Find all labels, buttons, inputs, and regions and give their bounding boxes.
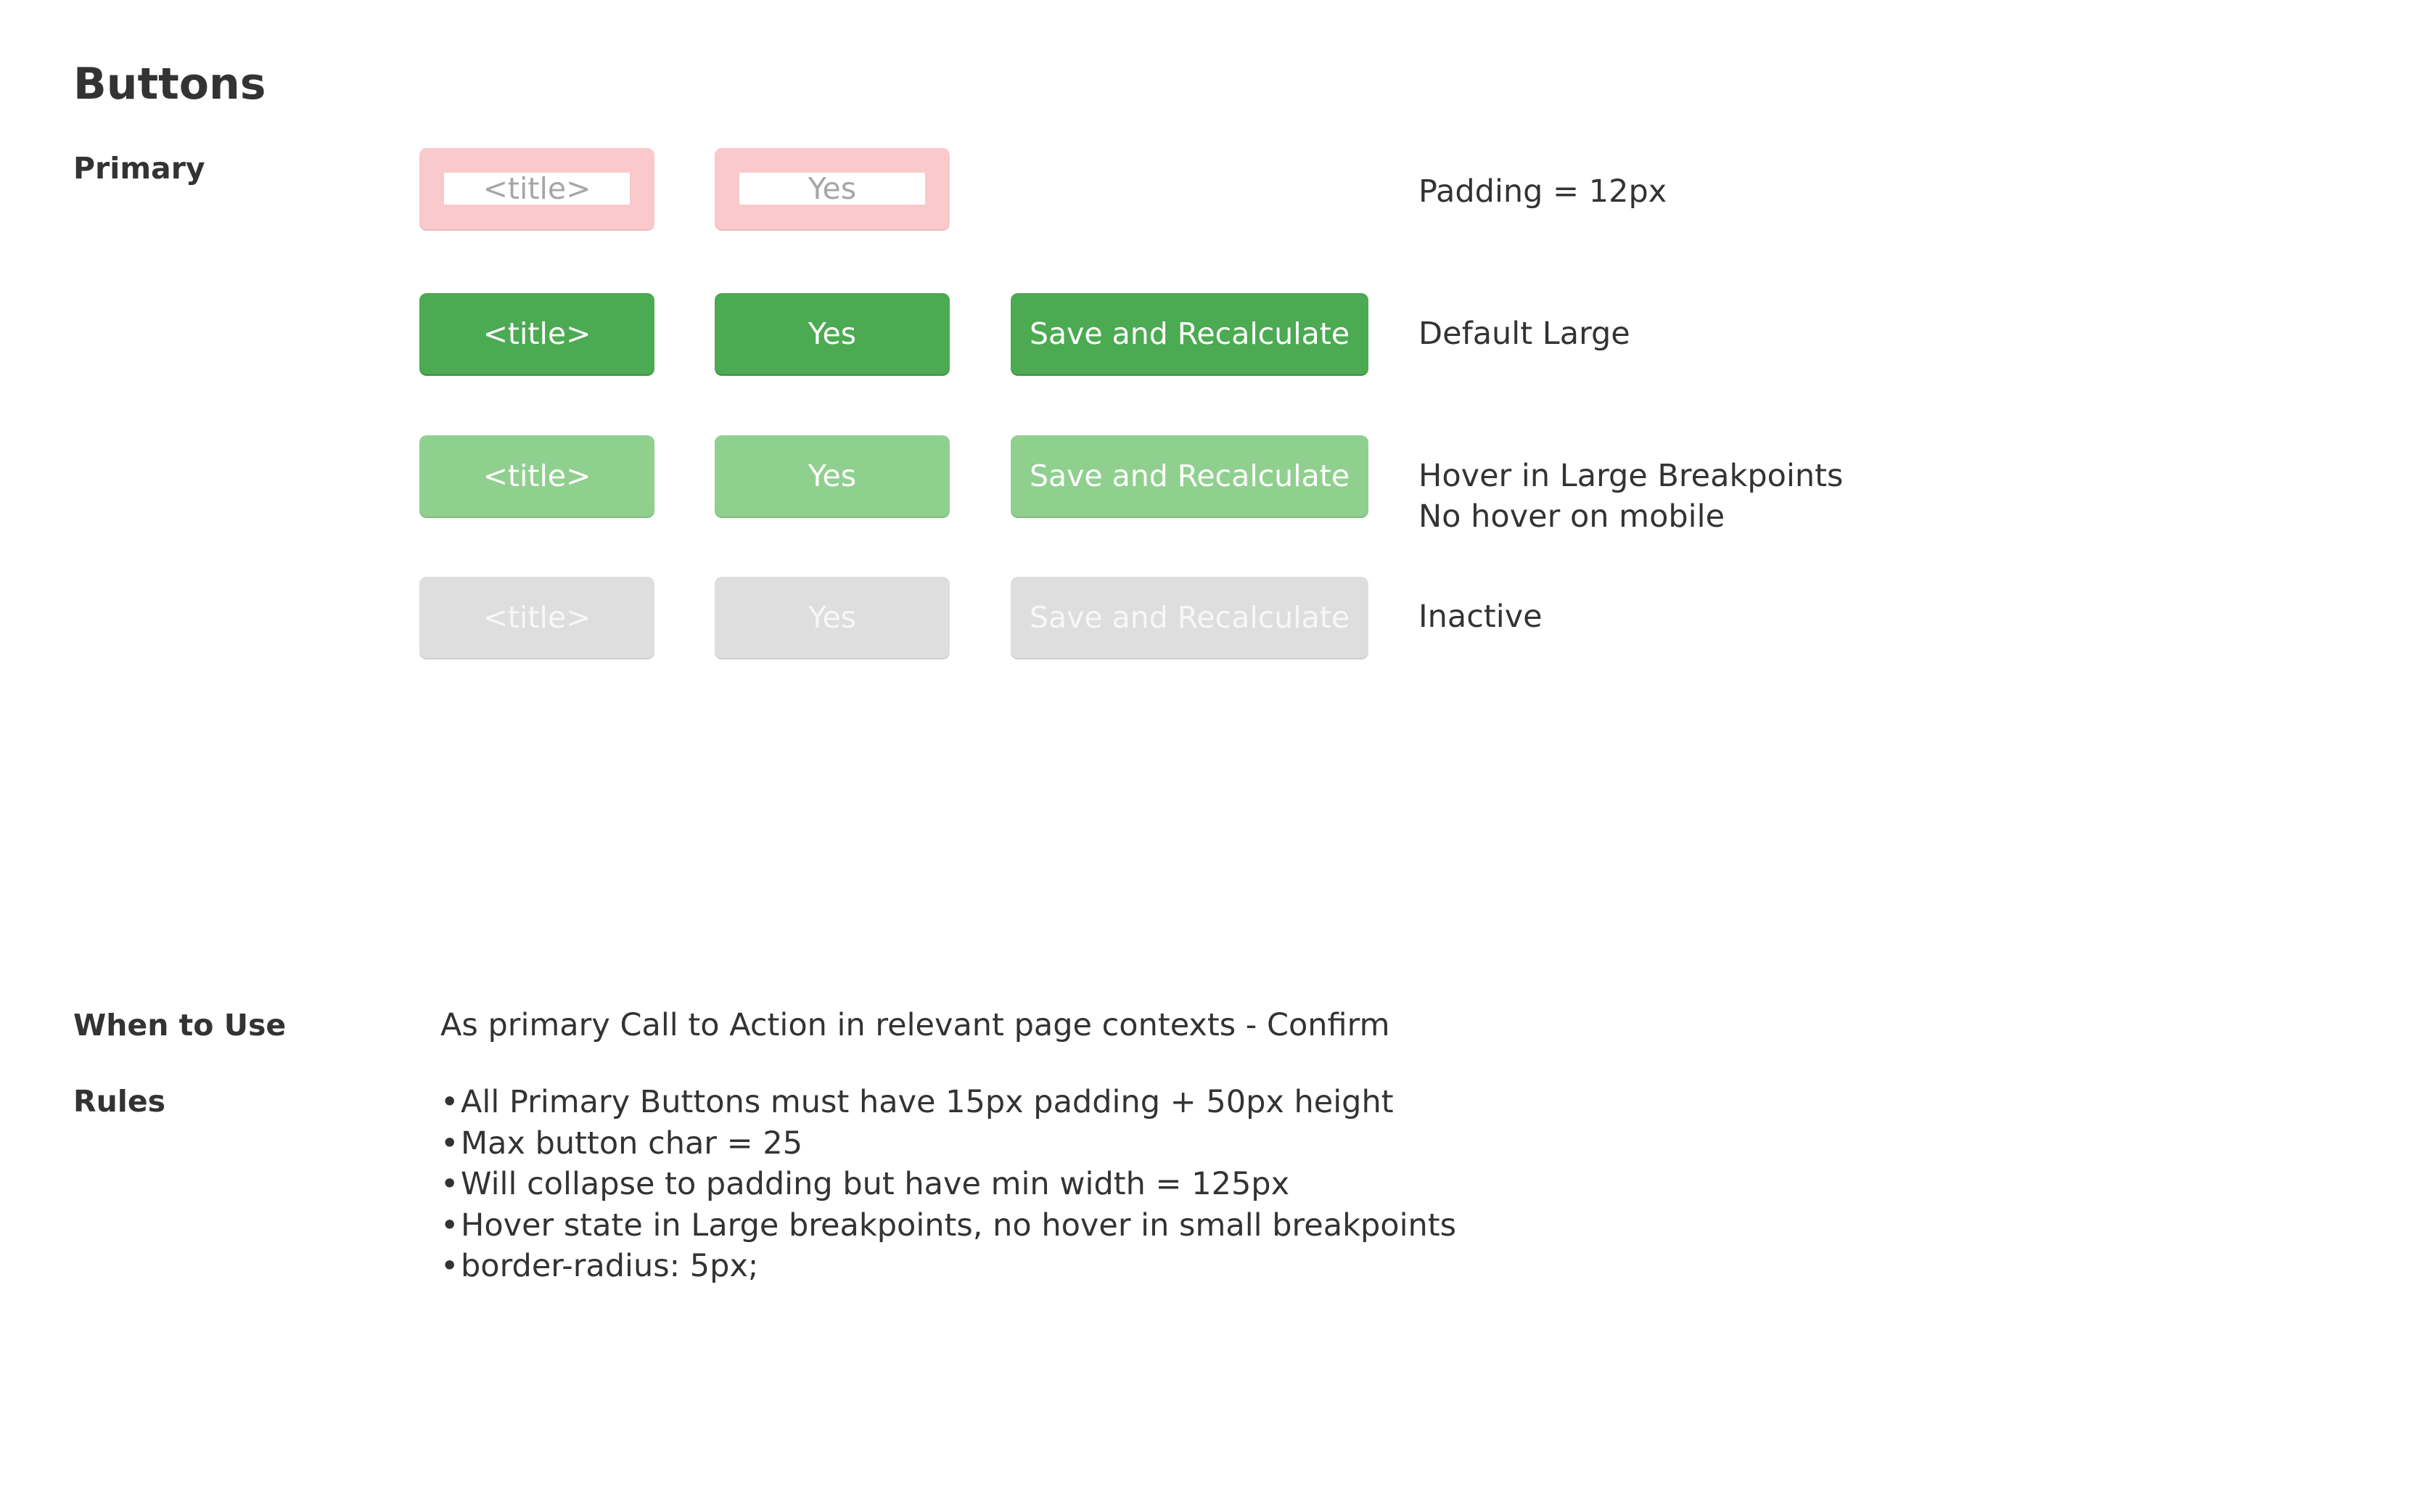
page-title: Buttons	[73, 59, 266, 110]
inactive-title-button: <title>	[419, 577, 654, 658]
hover-title-button[interactable]: <title>	[419, 435, 654, 517]
rule-item: • border-radius: 5px;	[440, 1246, 1456, 1287]
rule-item: • Hover state in Large breakpoints, no hover in small breakpoints	[440, 1205, 1456, 1246]
default-note: Default Large	[1418, 316, 1630, 352]
rules-label: Rules	[73, 1084, 166, 1119]
rule-item: • Will collapse to padding but have min width = 125px	[440, 1164, 1456, 1205]
primary-section-label: Primary	[73, 151, 205, 186]
when-to-use-text: As primary Call to Action in relevant page contexts - Confirm	[440, 1007, 1390, 1043]
hover-yes-button[interactable]: Yes	[715, 435, 950, 517]
padding-demo-title-button	[419, 148, 654, 229]
default-yes-button[interactable]: Yes	[715, 293, 950, 374]
padding-note: Padding = 12px	[1418, 173, 1667, 210]
padding-demo-title-content: <title>	[444, 173, 630, 205]
inactive-note: Inactive	[1418, 599, 1543, 635]
rule-item: • All Primary Buttons must have 15px padding + 50px height	[440, 1082, 1456, 1123]
default-save-recalculate-button[interactable]: Save and Recalculate	[1011, 293, 1368, 374]
padding-demo-yes-content: Yes	[739, 173, 925, 205]
when-to-use-label: When to Use	[73, 1008, 287, 1043]
padding-demo-yes-button	[715, 148, 950, 229]
rule-item: • Max button char = 25	[440, 1123, 1456, 1164]
inactive-save-recalculate-button: Save and Recalculate	[1011, 577, 1368, 658]
hover-note-line1: Hover in Large Breakpoints	[1418, 458, 1844, 494]
rules-list	[440, 1082, 1456, 1287]
inactive-yes-button: Yes	[715, 577, 950, 658]
hover-note-line2: No hover on mobile	[1418, 498, 1725, 535]
default-title-button[interactable]: <title>	[419, 293, 654, 374]
hover-save-recalculate-button[interactable]: Save and Recalculate	[1011, 435, 1368, 517]
